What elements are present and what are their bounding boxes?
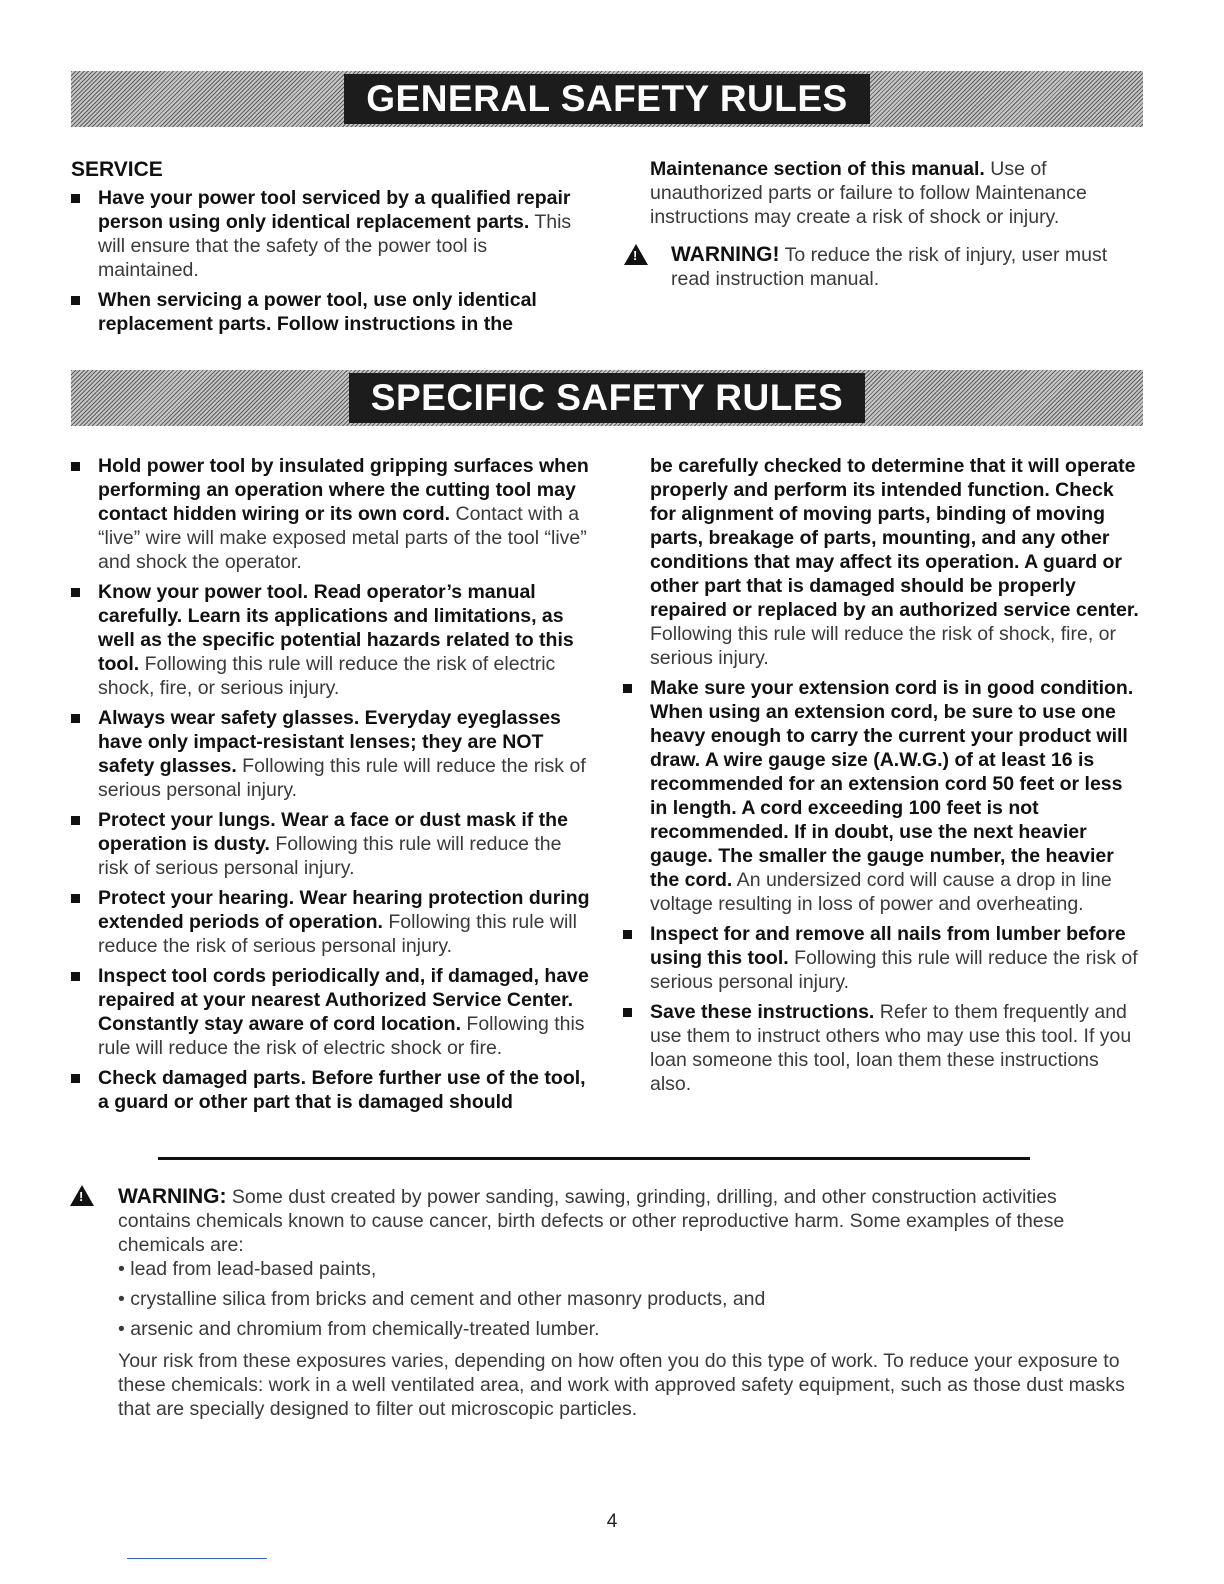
general-safety-rules-banner [71,71,1143,127]
rule-bold-text: Check damaged parts. Before further use of the tool, a guard or other part that is damaged should [98,1067,586,1113]
rule-bold-text: Hold power tool by insulated gripping surfaces when performing an operation where the cutting tool may contact hidden wiring or its own cord. [98,455,589,525]
rule-regular-text: Refer to them frequently and use them to instruct others who may use this tool. If you loan someone this tool, loan them these instructions also. [650,1001,1132,1095]
bullet-square-icon [71,296,80,305]
bullet-square-icon [71,1074,80,1083]
bullet-square-icon [71,972,80,981]
rule-bold-text: Inspect tool cords periodically and, if damaged, have repaired at your nearest Authorized Service Center. Constantly stay aware of cord location. [98,965,589,1035]
rule-bold-text: Inspect for and remove all nails from lumber before using this tool. [650,923,1126,969]
rule-regular-text: Following this rule will reduce the risk of serious personal injury. [650,947,1138,993]
page-number: 4 [606,1511,618,1532]
rule-continuation [650,454,1144,670]
rule-bold-text: Have your power tool serviced by a qualified repair person using only identical replacement parts. [98,187,571,233]
bottom-warning-notice [118,1185,1128,1421]
rule-bold-text: Always wear safety glasses. Everyday eyeglasses have only impact-resistant lenses; they are NOT safety glasses. [98,707,561,777]
warning-bullet: • arsenic and chromium from chemically-treated lumber. [118,1318,600,1340]
bullet-square-icon [623,1008,632,1017]
rule-item [71,186,591,282]
rule-item [71,964,591,1060]
bullet-square-icon [71,194,80,203]
warning-intro-text: Some dust created by power sanding, sawing, grinding, drilling, and other construction activities contains chemicals known to cause cancer, birth defects or other reproductive harm. Some examples of these chemicals are: [118,1186,1065,1256]
rule-regular-text: An undersized cord will cause a drop in line voltage resulting in loss of power and overheating. [650,869,1112,915]
rule-regular-text: This will ensure that the safety of the power tool is maintained. [98,211,572,281]
rule-item [71,580,591,700]
warning-closing-text: Your risk from these exposures varies, depending on how often you do this type of work. To reduce your exposure to these chemicals: work in a well ventilated area, and work with approved safety equipment, such as those dust masks that are specially designed to filter out microscopic particles. [118,1350,1125,1420]
rule-regular-text: Following this rule will reduce the risk of serious personal injury. [98,833,562,879]
rule-continuation [650,157,1140,229]
warning-text: To reduce the risk of injury, user must read instruction manual. [671,244,1108,290]
bullet-square-icon [71,714,80,723]
rule-regular-text: Use of unauthorized parts or failure to follow Maintenance instructions may create a risk of shock or injury. [650,158,1087,228]
section-heading-service: SERVICE [71,158,163,181]
section-divider [158,1157,1030,1160]
warning-notice [650,243,1140,291]
rule-item [623,676,1144,916]
rule-item [71,886,591,958]
bullet-square-icon [623,930,632,939]
rule-item [71,454,591,574]
rule-regular-text: Following this rule will reduce the risk of shock, fire, or serious injury. [650,623,1117,669]
rule-bold-text: When servicing a power tool, use only identical replacement parts. Follow instructions in the [98,289,537,335]
rule-bold-text: Protect your lungs. Wear a face or dust mask if the operation is dusty. [98,809,568,855]
rule-bold-text: Maintenance section of this manual. [650,158,985,180]
rule-regular-text: Following this rule will reduce the risk of serious personal injury. [98,755,586,801]
rule-item [71,706,591,802]
specific-safety-rules-banner [71,370,1143,426]
rule-item [623,1000,1144,1096]
warning-triangle-icon [624,244,648,265]
warning-title: WARNING! [671,243,780,266]
rule-bold-text: be carefully checked to determine that it will operate properly and perform its intended function. Check for alignment of moving parts, binding of moving parts, breakage of parts, mounting, and any other conditions that may affect its operation. A guard or other part that is damaged should be properly repaired or replaced by an authorized service center. [650,455,1139,621]
warning-triangle-icon [70,1185,94,1206]
banner-title: GENERAL SAFETY RULES [344,74,869,124]
rule-item [623,922,1144,994]
banner-title: SPECIFIC SAFETY RULES [349,373,865,423]
service-left-column [71,158,591,342]
rule-regular-text: Following this rule will reduce the risk of serious personal injury. [98,911,577,957]
rule-item [71,288,591,336]
rule-item [71,1066,591,1114]
bullet-square-icon [623,684,632,693]
warning-intro [118,1185,1128,1257]
bullet-square-icon [71,894,80,903]
service-right-column [650,157,1140,291]
rule-regular-text: Contact with a “live” wire will make exposed metal parts of the tool “live” and shock the operator. [98,503,587,573]
rule-bold-text: Save these instructions. [650,1001,875,1023]
bullet-square-icon [71,816,80,825]
rule-regular-text: Following this rule will reduce the risk of electric shock or fire. [98,1013,585,1059]
specific-left-column [71,454,591,1120]
rule-bold-text: Make sure your extension cord is in good condition. When using an extension cord, be sure to use one heavy enough to carry the current your product will draw. A wire gauge size (A.W.G.) of at least 16 is recommended for an extension cord 50 feet or less in length. A cord exceeding 100 feet is not recommended. If in doubt, use the next heavier gauge. The smaller the gauge number, the heavier the cord. [650,677,1134,891]
specific-right-column [650,454,1144,1102]
footer-line [127,1558,267,1559]
warning-bullet: • crystalline silica from bricks and cement and other masonry products, and [118,1288,766,1310]
rule-bold-text: Protect your hearing. Wear hearing protection during extended periods of operation. [98,887,590,933]
warning-bullet: • lead from lead-based paints, [118,1258,377,1280]
warning-title: WARNING: [118,1185,227,1208]
bullet-square-icon [71,462,80,471]
rule-bold-text: Know your power tool. Read operator’s manual carefully. Learn its applications and limitations, as well as the specific potential hazards related to this tool. [98,581,574,675]
rule-item [71,808,591,880]
bullet-square-icon [71,588,80,597]
rule-regular-text: Following this rule will reduce the risk of electric shock, fire, or serious injury. [98,653,556,699]
